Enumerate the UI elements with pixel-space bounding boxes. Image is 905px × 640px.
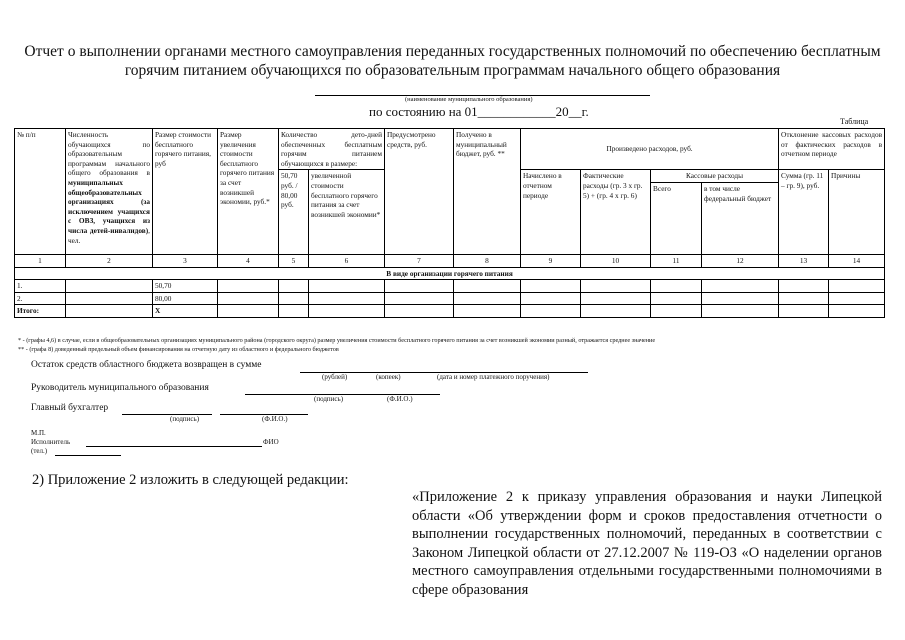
amendment-text: 2) Приложение 2 изложить в следующей редакции: — [32, 472, 349, 488]
accountant-fio-caption: (Ф.И.О.) — [262, 415, 288, 423]
col-number: 13 — [779, 254, 829, 267]
col-number: 3 — [153, 254, 218, 267]
row-cost: 80,00 — [153, 292, 218, 305]
col-number: 2 — [66, 254, 153, 267]
appendix-quote: «Приложение 2 к приказу управления образования и науки Липецкой области «Об утверждении форм и сроков предоставления отчетности о выполнении государственных полномочий, переданных в соответствии с Законом Липецкой области от 27.12.2007 № 119-ОЗ «О наделении органов местного самоуправления отдельными государственными полномочиями в сфере образования — [412, 489, 882, 598]
col-number: 4 — [218, 254, 279, 267]
head-fio-caption: (Ф.И.О.) — [387, 395, 413, 403]
municipality-caption: (наименование муниципального образования) — [405, 96, 533, 103]
col-number: 7 — [385, 254, 454, 267]
col-number: 8 — [454, 254, 521, 267]
head-label: Руководитель муниципального образования — [31, 383, 209, 393]
header-expenses: Произведено расходов, руб. — [521, 129, 779, 170]
col-number: 9 — [521, 254, 581, 267]
executor-label: Исполнитель — [31, 438, 71, 446]
col-number: 10 — [581, 254, 651, 267]
col-number: 5 — [279, 254, 309, 267]
table-label: Таблица — [840, 117, 869, 126]
header-days-increased: увеличенной стоимости бесплатного горячего питания за счет возникшей экономии* — [309, 170, 385, 255]
accountant-signature-caption: (подпись) — [170, 415, 200, 423]
table-row — [15, 292, 885, 305]
header-cash-federal: в том числе федеральный бюджет — [702, 182, 779, 254]
row-number: 2. — [15, 292, 66, 305]
caption-rubles: (рублей) — [322, 373, 348, 381]
header-cash-expenses: Кассовые расходы — [651, 170, 779, 183]
executor-fio: ФИО — [263, 438, 279, 446]
caption-kopecks: (копеек) — [376, 373, 401, 381]
header-num: № п/п — [15, 129, 66, 255]
header-cost-increase: Размер увеличения стоимости бесплатного горячего питания за счет возникшей экономии, руб.* — [218, 129, 279, 255]
header-planned-funds: Предусмотрено средств, руб. — [385, 129, 454, 255]
executor-line — [86, 446, 262, 447]
state-date: по состоянию на 01____________20__г. — [369, 104, 589, 119]
row-number: Итого: — [15, 305, 66, 318]
remainder-label: Остаток средств областного бюджета возвращен в сумме — [31, 360, 262, 370]
row-cost: 50,70 — [153, 280, 218, 293]
header-deviation-sum: Сумма (гр. 11 – гр. 9), руб. — [779, 170, 829, 255]
head-signature-caption: (подпись) — [314, 395, 344, 403]
tel-label: (тел.) — [31, 447, 48, 455]
header-days-base: 50,70 руб. / 80,00 руб. — [279, 170, 309, 255]
report-title: Отчет о выполнении органами местного самоуправления переданных государственных полномочий по обеспечению бесплатным горячим питанием обучающихся по образовательным программам начального общего образования — [24, 43, 881, 79]
header-deviation: Отклонение кассовых расходов от фактических расходов в отчетном периоде — [779, 129, 885, 170]
section-row: В виде организации горячего питания — [15, 267, 885, 280]
footnote-1: * - (графы 4,6) в случае, если в общеобразовательных организациях муниципального района (городского округа) размер увеличения стоимости бесплатного горячего питания за счет возникшей экономии разный, отражается среднее значение — [18, 337, 656, 344]
table-row-total — [15, 305, 885, 318]
table-row — [15, 280, 885, 293]
col-number: 12 — [702, 254, 779, 267]
accountant-label: Главный бухгалтер — [31, 403, 109, 413]
report-table — [14, 128, 885, 318]
row-number: 1. — [15, 280, 66, 293]
header-deviation-reason: Причины — [829, 170, 885, 255]
caption-payment-order: (дата и номер платежного поручения) — [437, 373, 550, 381]
header-meal-cost: Размер стоимости бесплатного горячего питания, руб — [153, 129, 218, 255]
col-number: 1 — [15, 254, 66, 267]
header-actual-expenses: Фактические расходы (гр. 3 х гр. 5) + (гр. 4 х гр. 6) — [581, 170, 651, 255]
mp-label: М.П. — [31, 429, 46, 437]
header-received-funds: Получено в муниципальный бюджет, руб. ** — [454, 129, 521, 255]
col-number: 14 — [829, 254, 885, 267]
header-student-count: Численность обучающихся по образовательным программам начального общего образования в муниципальных общеобразовательных организациях (за исключением учащихся с ОВЗ, учащихся из числа детей-инвалидов), чел. — [66, 129, 153, 255]
header-child-days: Количество дето-дней обеспеченных бесплатным горячим питанием обучающихся в размере: — [279, 129, 385, 170]
col-number: 6 — [309, 254, 385, 267]
header-accrued: Начислено в отчетном периоде — [521, 170, 581, 255]
footnote-2: ** - (графа 8) доведенный предельный объем финансирования на отчетную дату из областного и федерального бюджетов — [18, 346, 339, 353]
header-cash-total: Всего — [651, 182, 702, 254]
tel-line — [55, 455, 121, 456]
row-cost: Х — [153, 305, 218, 318]
col-number: 11 — [651, 254, 702, 267]
